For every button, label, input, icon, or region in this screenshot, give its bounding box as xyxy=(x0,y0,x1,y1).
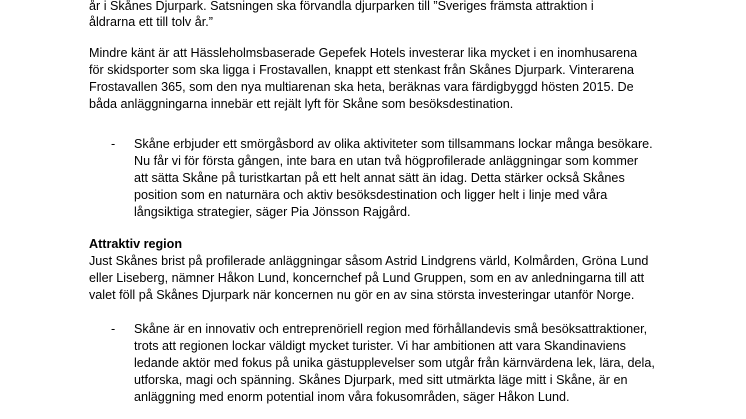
paragraph-line: Just Skånes brist på profilerade anläggningar såsom Astrid Lindgrens värld, Kolmården, Gröna Lund xyxy=(89,254,649,268)
paragraph-line: för skidsporter som ska ligga i Frostavallen, knappt ett stenkast från Skånes Djurpark. Vinterarena xyxy=(89,63,635,77)
paragraph-line: valet föll på Skånes Djurpark när koncernen nu gör en av sina största investeringar utanför Norge. xyxy=(89,288,635,302)
quote-line: att sätta Skåne på turistkartan på ett helt annat sätt än idag. Detta stärker också Skånes xyxy=(134,171,625,185)
quote-dash: - xyxy=(111,137,116,151)
quote-line: Skåne är en innovativ och entreprenöriell region med förhållandevis små besöksattraktioner, xyxy=(134,322,648,336)
quote-line: anläggning med enorm potential inom våra fokusområden, säger Håkon Lund. xyxy=(134,390,570,404)
paragraph-line: båda anläggningarna innebär ett rejält lyft för Skåne som besöksdestination. xyxy=(89,97,514,111)
quote-line: position som en naturnära och aktiv besöksdestination och ligger helt i linje med våra xyxy=(134,188,608,202)
intro-line: år i Skånes Djurpark. Satsningen ska förvandla djurparken till ”Sveriges främsta attraktion i xyxy=(89,0,594,13)
quote-line: utforska, magi och spänning. Skånes Djurpark, med sitt utmärkta läge mitt i Skåne, är en xyxy=(134,373,628,387)
quote-line: långsiktiga strategier, säger Pia Jönsson Rajgård. xyxy=(134,205,411,219)
quote-line: Skåne erbjuder ett smörgåsbord av olika aktiviteter som tillsammans lockar många besökare. xyxy=(134,137,653,151)
quote-line: Nu får vi för första gången, inte bara en utan två högprofilerade anläggningar som kommer xyxy=(134,154,639,168)
quote-line: trots att regionen lockar väldigt mycket turister. Vi har ambitionen att vara Skandinaviens xyxy=(134,339,626,353)
paragraph-line: Frostavallen 365, som den nya multiarenan ska heta, beräknas vara färdigbyggd hösten 2015. De xyxy=(89,80,634,94)
paragraph-line: Mindre känt är att Hässleholmsbaserade Gepefek Hotels investerar lika mycket i en inomhusarena xyxy=(89,46,638,60)
quote-line: ledande aktör med fokus på unika gästupplevelser som utgår från kärnvärdena lek, lära, dela, xyxy=(134,356,655,370)
paragraph-line: eller Liseberg, nämner Håkon Lund, koncernchef på Lund Gruppen, som en av anledningarna till att xyxy=(89,271,645,285)
intro-line: åldrarna ett till tolv år.” xyxy=(89,15,213,29)
quote-dash: - xyxy=(111,322,116,336)
section-heading: Attraktiv region xyxy=(89,237,183,251)
